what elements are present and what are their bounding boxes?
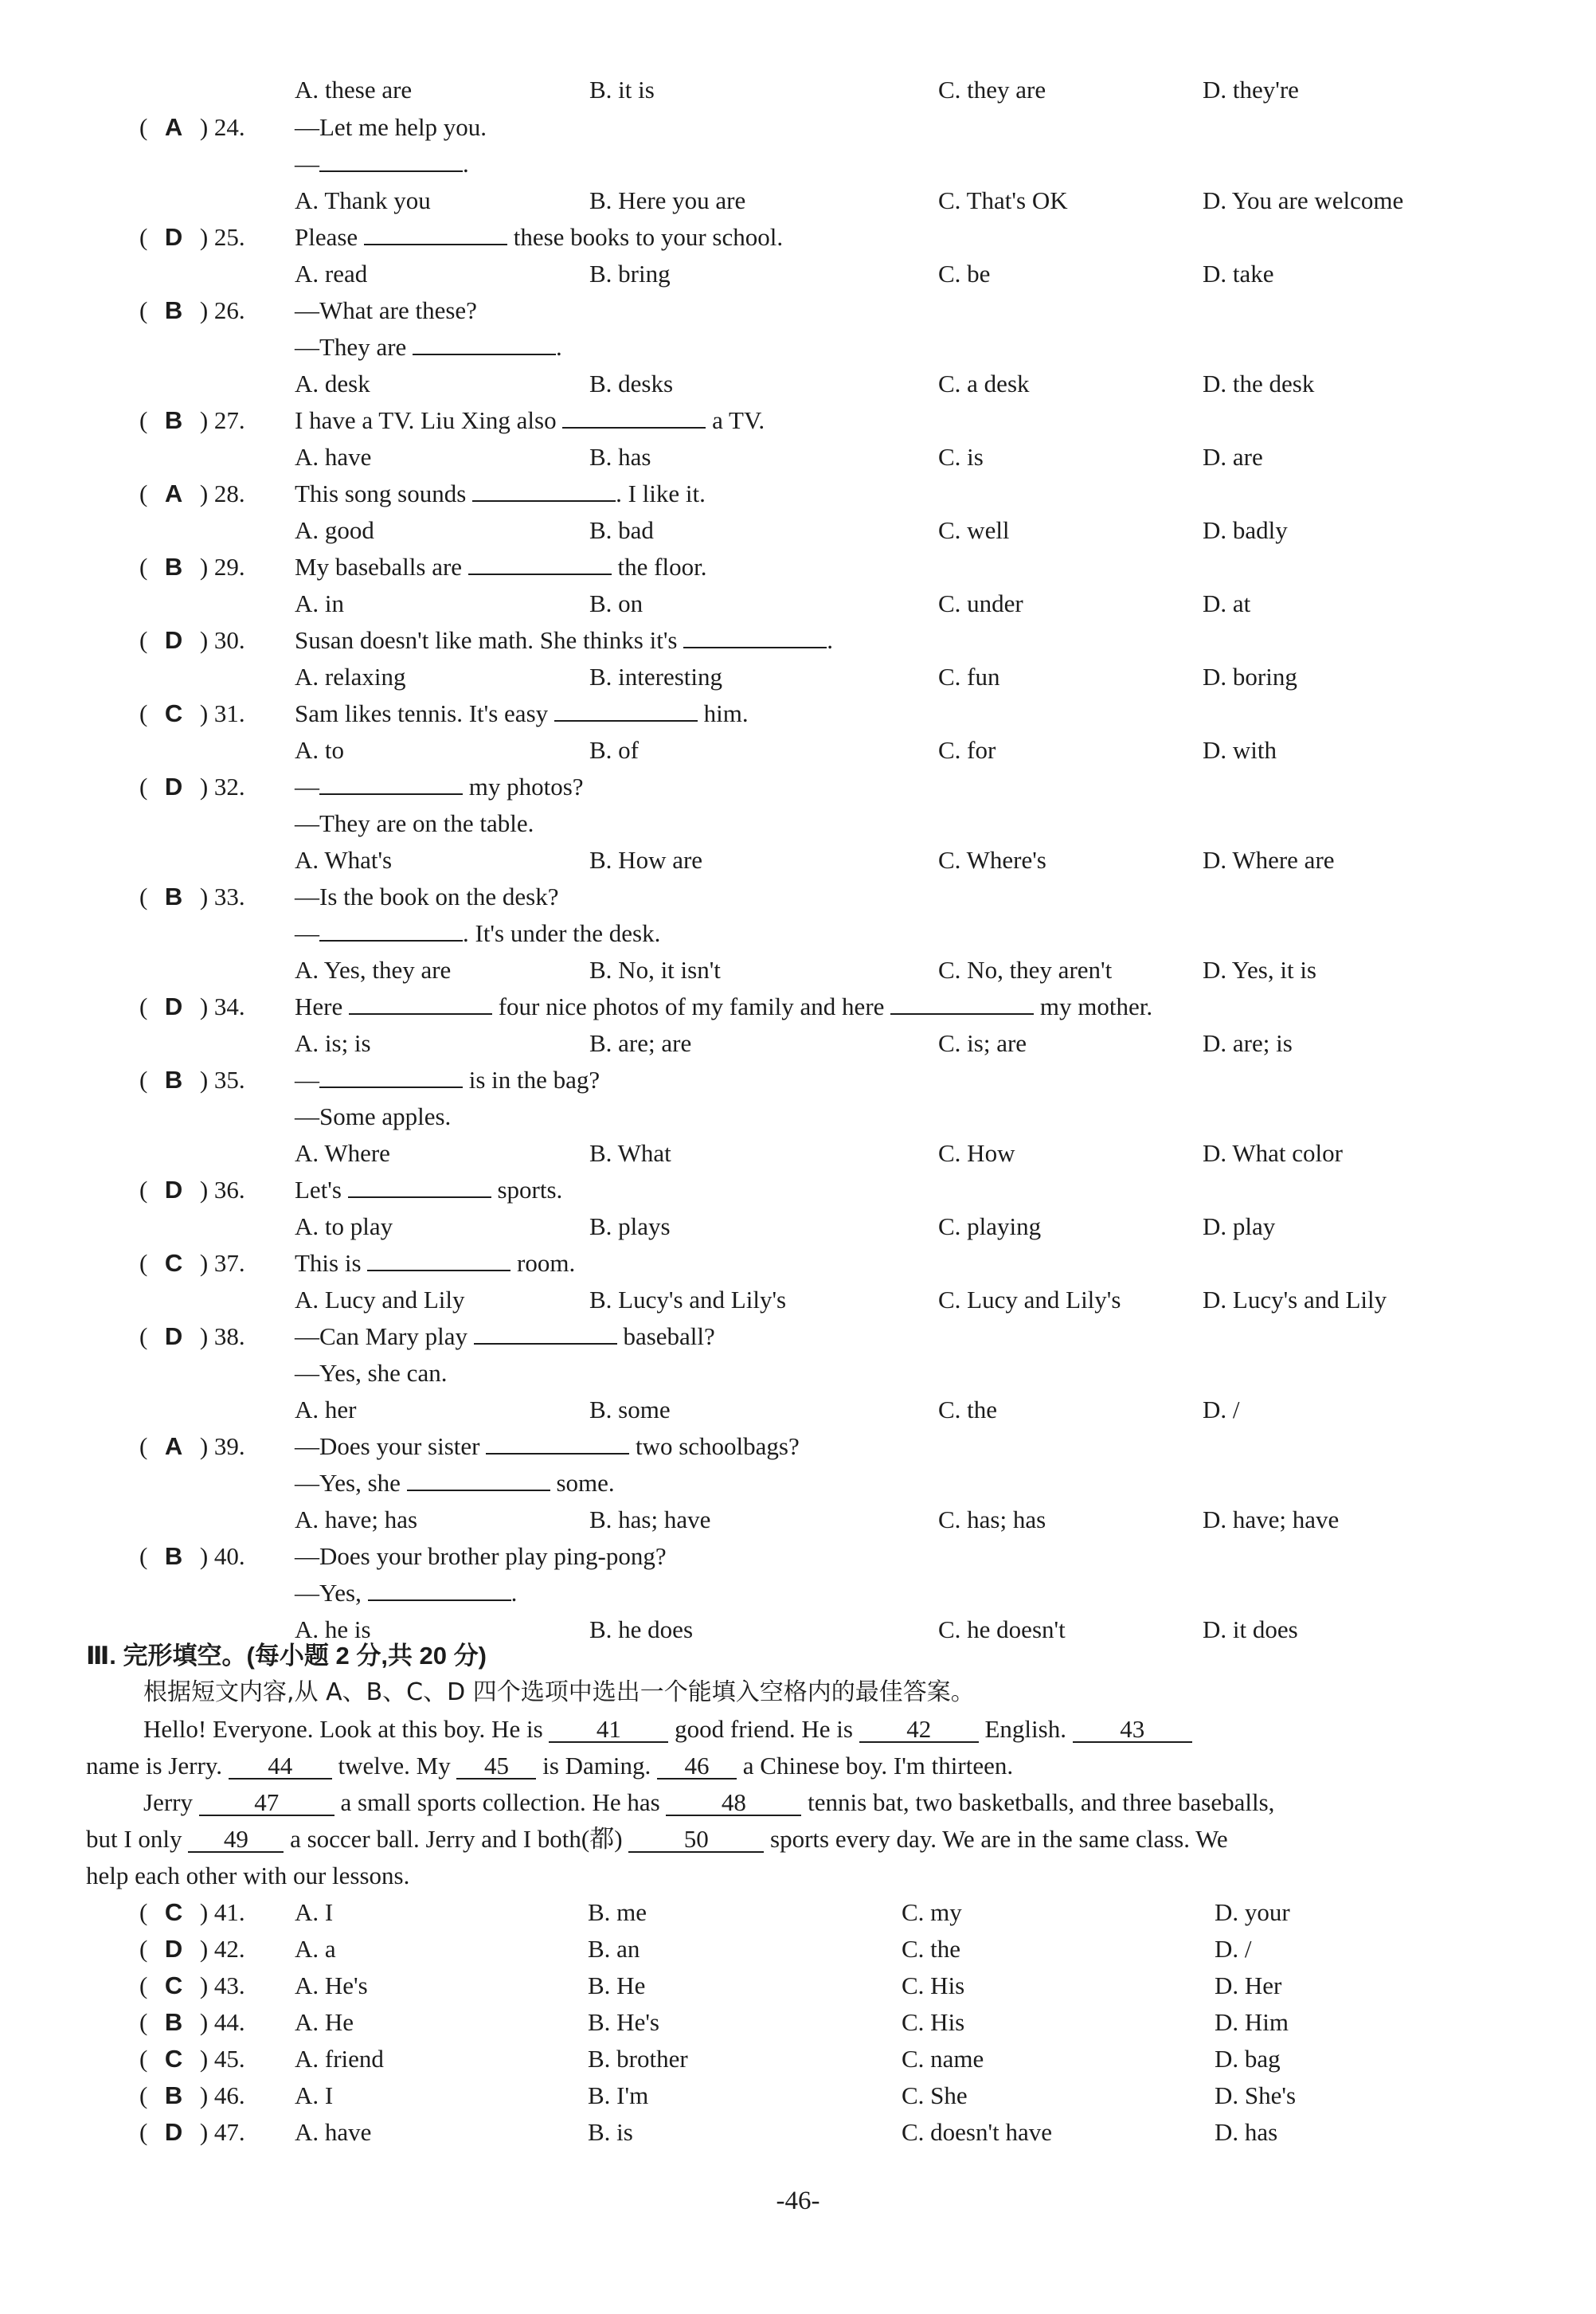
option-b[interactable]: B. are; are xyxy=(589,1029,692,1057)
option-b[interactable]: B. interesting xyxy=(589,663,723,691)
question-text: —Can Mary play baseball? xyxy=(295,1318,715,1355)
option-a[interactable]: A. relaxing xyxy=(295,663,406,691)
option-a[interactable]: A. read xyxy=(295,260,368,288)
option-d[interactable]: D. they're xyxy=(1203,76,1299,104)
question-text: — my photos? xyxy=(295,769,584,805)
dialogue-line: —They are on the table. xyxy=(295,809,534,837)
option-d[interactable]: D. badly xyxy=(1203,516,1288,544)
option-c[interactable]: C. the xyxy=(902,1935,961,1963)
question-number: ) 47. xyxy=(199,2118,245,2146)
option-d[interactable]: D. / xyxy=(1203,1396,1240,1423)
question-number: ) 33. xyxy=(199,883,245,910)
passage-line-3: Jerry 47 a small sports collection. He has 48 tennis bat, two basketballs, and three baseballs, xyxy=(143,1788,1275,1816)
option-a[interactable]: A. have xyxy=(295,443,372,471)
option-a[interactable]: A. in xyxy=(295,589,344,617)
option-a[interactable]: A. have; has xyxy=(295,1505,418,1533)
question-text: I have a TV. Liu Xing also a TV. xyxy=(295,402,765,439)
answer-letter: B xyxy=(164,553,183,581)
question-47: ( D ) 47. xyxy=(139,2114,299,2151)
dialogue-line: — . It's under the desk. xyxy=(295,915,660,952)
option-d[interactable]: D. You are welcome xyxy=(1203,186,1404,214)
option-a[interactable]: A. these are xyxy=(295,76,413,104)
option-d[interactable]: D. the desk xyxy=(1203,370,1315,397)
answer-blank[interactable] xyxy=(683,623,827,648)
option-d[interactable]: D. / xyxy=(1215,1935,1252,1963)
cloze-blank-42[interactable]: 42 xyxy=(859,1717,979,1743)
answer-blank[interactable] xyxy=(319,769,463,795)
option-a[interactable]: A. I xyxy=(295,1898,334,1926)
question-40: ( B ) 40. xyxy=(139,1538,299,1575)
option-a[interactable]: A. desk xyxy=(295,370,370,397)
answer-blank[interactable] xyxy=(562,403,706,429)
question-text: This is room. xyxy=(295,1245,575,1282)
page-number: -46- xyxy=(776,2187,820,2215)
option-d[interactable]: D. take xyxy=(1203,260,1274,288)
option-c[interactable]: C. doesn't have xyxy=(902,2118,1052,2146)
option-d[interactable]: D. are xyxy=(1203,443,1263,471)
option-a[interactable]: A. to play xyxy=(295,1212,393,1240)
answer-blank[interactable] xyxy=(319,1063,463,1088)
option-c[interactable]: C. His xyxy=(902,2008,965,2036)
option-d[interactable]: D. Lucy's and Lily xyxy=(1203,1286,1387,1314)
question-25: ( D ) 25. xyxy=(139,219,299,256)
question-number: ) 26. xyxy=(199,296,245,324)
option-d[interactable]: D. play xyxy=(1203,1212,1276,1240)
question-28: ( A ) 28. xyxy=(139,476,299,512)
option-a[interactable]: A. is; is xyxy=(295,1029,371,1057)
option-c[interactable]: C. name xyxy=(902,2045,984,2073)
option-a[interactable]: A. friend xyxy=(295,2045,384,2073)
option-c[interactable]: C. No, they aren't xyxy=(938,956,1113,984)
answer-letter: B xyxy=(164,1542,183,1570)
option-c[interactable]: C. under xyxy=(938,589,1023,617)
question-number: ) 46. xyxy=(199,2081,245,2109)
answer-letter: D xyxy=(164,773,183,801)
answer-blank[interactable] xyxy=(364,220,507,245)
option-b[interactable]: B. he does xyxy=(589,1615,694,1643)
option-d[interactable]: D. have; have xyxy=(1203,1505,1340,1533)
option-b[interactable]: B. plays xyxy=(589,1212,671,1240)
option-d[interactable]: D. Yes, it is xyxy=(1203,956,1316,984)
answer-letter: A xyxy=(164,480,183,507)
answer-blank[interactable] xyxy=(319,147,463,172)
option-b[interactable]: B. bring xyxy=(589,260,671,288)
option-b[interactable]: B. on xyxy=(589,589,643,617)
answer-letter: D xyxy=(164,626,183,654)
option-d[interactable]: D. What color xyxy=(1203,1139,1343,1167)
option-c[interactable]: C. Lucy and Lily's xyxy=(938,1286,1121,1314)
question-30: ( D ) 30. xyxy=(139,622,299,659)
option-b[interactable]: B. brother xyxy=(588,2045,688,2073)
option-b[interactable]: B. How are xyxy=(589,846,703,874)
answer-letter: D xyxy=(164,1322,183,1350)
question-36: ( D ) 36. xyxy=(139,1172,299,1208)
option-b[interactable]: B. bad xyxy=(589,516,654,544)
cloze-blank-44[interactable]: 44 xyxy=(229,1754,332,1780)
option-c[interactable]: C. a desk xyxy=(938,370,1030,397)
question-45: ( C ) 45. xyxy=(139,2041,299,2077)
option-c[interactable]: C. fun xyxy=(938,663,1000,691)
answer-blank[interactable] xyxy=(474,1319,617,1345)
option-a[interactable]: A. a xyxy=(295,1935,336,1963)
option-a[interactable]: A. He xyxy=(295,2008,354,2036)
option-b[interactable]: B. some xyxy=(589,1396,671,1423)
answer-letter: D xyxy=(164,993,183,1020)
dialogue-line: —Some apples. xyxy=(295,1102,452,1130)
question-number: ) 38. xyxy=(199,1322,245,1350)
question-number: ) 25. xyxy=(199,223,245,251)
option-c[interactable]: C. he doesn't xyxy=(938,1615,1066,1643)
option-b[interactable]: B. Lucy's and Lily's xyxy=(589,1286,787,1314)
option-c[interactable]: C. How xyxy=(938,1139,1015,1167)
cloze-blank-46[interactable]: 46 xyxy=(657,1754,737,1780)
passage-line-5: help each other with our lessons. xyxy=(86,1862,410,1889)
answer-letter: C xyxy=(164,1898,183,1926)
answer-blank[interactable] xyxy=(554,696,698,722)
question-number: ) 45. xyxy=(199,2045,245,2073)
question-number: ) 43. xyxy=(199,1971,245,1999)
answer-letter: D xyxy=(164,1176,183,1204)
option-d[interactable]: D. are; is xyxy=(1203,1029,1293,1057)
option-b[interactable]: B. No, it isn't xyxy=(589,956,721,984)
answer-letter: D xyxy=(164,2118,183,2146)
option-b[interactable]: B. of xyxy=(589,736,639,764)
answer-letter: A xyxy=(164,113,183,141)
question-43: ( C ) 43. xyxy=(139,1967,299,2004)
option-d[interactable]: D. has xyxy=(1215,2118,1278,2146)
option-b[interactable]: B. has; have xyxy=(589,1505,711,1533)
answer-letter: B xyxy=(164,2081,183,2109)
question-number: ) 35. xyxy=(199,1066,245,1094)
cloze-blank-50[interactable]: 50 xyxy=(628,1827,764,1853)
question-44: ( B ) 44. xyxy=(139,2004,299,2041)
question-text: —Does your brother play ping-pong? xyxy=(295,1542,667,1570)
option-c[interactable]: C. my xyxy=(902,1898,962,1926)
option-a[interactable]: A. What's xyxy=(295,846,393,874)
option-a[interactable]: A. Yes, they are xyxy=(295,956,452,984)
question-27: ( B ) 27. xyxy=(139,402,299,439)
question-text: Susan doesn't like math. She thinks it's . xyxy=(295,622,833,659)
question-text: —Let me help you. xyxy=(295,113,487,141)
question-text: Please these books to your school. xyxy=(295,219,783,256)
section-title: Ⅲ. 完形填空。(每小题 2 分,共 20 分) xyxy=(86,1642,487,1670)
answer-letter: C xyxy=(164,2045,183,2073)
option-b[interactable]: B. Here you are xyxy=(589,186,746,214)
answer-blank[interactable] xyxy=(407,1466,550,1491)
option-b[interactable]: B. He xyxy=(588,1971,646,1999)
question-46: ( B ) 46. xyxy=(139,2077,299,2114)
option-c[interactable]: C. Where's xyxy=(938,846,1046,874)
dialogue-line: —Yes, she some. xyxy=(295,1465,615,1502)
option-c[interactable]: C. for xyxy=(938,736,996,764)
answer-letter: D xyxy=(164,223,183,251)
answer-letter: A xyxy=(164,1432,183,1460)
option-b[interactable]: B. it is xyxy=(589,76,655,104)
question-number: ) 32. xyxy=(199,773,245,801)
answer-letter: B xyxy=(164,883,183,910)
answer-letter: B xyxy=(164,406,183,434)
answer-letter: D xyxy=(164,1935,183,1963)
dialogue-line: —Yes, . xyxy=(295,1575,517,1611)
answer-blank[interactable] xyxy=(472,476,616,502)
question-38: ( D ) 38. xyxy=(139,1318,299,1355)
option-b[interactable]: B. desks xyxy=(589,370,674,397)
option-b[interactable]: B. has xyxy=(589,443,651,471)
option-d[interactable]: D. Where are xyxy=(1203,846,1335,874)
option-d[interactable]: D. at xyxy=(1203,589,1251,617)
option-b[interactable]: B. He's xyxy=(588,2008,659,2036)
option-d[interactable]: D. She's xyxy=(1215,2081,1297,2109)
answer-blank[interactable] xyxy=(468,550,612,575)
question-number: ) 44. xyxy=(199,2008,245,2036)
option-a[interactable]: A. good xyxy=(295,516,374,544)
answer-letter: C xyxy=(164,1249,183,1277)
option-a[interactable]: A. have xyxy=(295,2118,372,2146)
option-d[interactable]: D. with xyxy=(1203,736,1277,764)
passage-line-2: name is Jerry. 44 twelve. My 45 is Daming. 46 a Chinese boy. I'm thirteen. xyxy=(86,1752,1014,1780)
option-b[interactable]: B. I'm xyxy=(588,2081,649,2109)
question-text: Let's sports. xyxy=(295,1172,562,1208)
question-42: ( D ) 42. xyxy=(139,1931,299,1967)
question-text: —What are these? xyxy=(295,296,477,324)
question-text: — is in the bag? xyxy=(295,1062,600,1098)
answer-blank[interactable] xyxy=(890,989,1034,1015)
option-c[interactable]: C. well xyxy=(938,516,1010,544)
option-d[interactable]: D. Her xyxy=(1215,1971,1282,1999)
option-a[interactable]: A. Thank you xyxy=(295,186,431,214)
question-number: ) 37. xyxy=(199,1249,245,1277)
dialogue-line: —They are . xyxy=(295,329,562,366)
question-text: Sam likes tennis. It's easy him. xyxy=(295,695,749,732)
answer-blank[interactable] xyxy=(349,989,492,1015)
option-d[interactable]: D. it does xyxy=(1203,1615,1298,1643)
question-35: ( B ) 35. xyxy=(139,1062,299,1098)
question-number: ) 24. xyxy=(199,113,245,141)
cloze-blank-43[interactable]: 43 xyxy=(1073,1717,1192,1743)
answer-blank[interactable] xyxy=(348,1173,491,1198)
answer-letter: B xyxy=(164,296,183,324)
option-c[interactable]: C. they are xyxy=(938,76,1046,104)
dialogue-line: —Yes, she can. xyxy=(295,1359,448,1387)
question-number: ) 30. xyxy=(199,626,245,654)
cloze-blank-49[interactable]: 49 xyxy=(188,1827,284,1853)
question-39: ( A ) 39. xyxy=(139,1428,299,1465)
answer-blank[interactable] xyxy=(368,1576,511,1601)
option-a[interactable]: A. I xyxy=(295,2081,334,2109)
question-number: ) 29. xyxy=(199,553,245,581)
option-a[interactable]: A. Lucy and Lily xyxy=(295,1286,465,1314)
option-b[interactable]: B. an xyxy=(588,1935,640,1963)
question-number: ) 40. xyxy=(199,1542,245,1570)
question-number: ) 31. xyxy=(199,699,245,727)
option-c[interactable]: C. the xyxy=(938,1396,998,1423)
question-41: ( C ) 41. xyxy=(139,1894,299,1931)
option-d[interactable]: D. boring xyxy=(1203,663,1297,691)
passage-line-1: Hello! Everyone. Look at this boy. He is 41 good friend. He is 42 English. 43 xyxy=(143,1711,1192,1748)
question-37: ( C ) 37. xyxy=(139,1245,299,1282)
option-d[interactable]: D. bag xyxy=(1215,2045,1281,2073)
option-d[interactable]: D. your xyxy=(1215,1898,1290,1926)
question-number: ) 36. xyxy=(199,1176,245,1204)
question-number: ) 27. xyxy=(199,406,245,434)
question-29: ( B ) 29. xyxy=(139,549,299,585)
question-text: Here four nice photos of my family and here my mother. xyxy=(295,989,1152,1025)
option-a[interactable]: A. to xyxy=(295,736,344,764)
option-a[interactable]: A. Where xyxy=(295,1139,390,1167)
question-26: ( B ) 26. xyxy=(139,292,299,329)
option-c[interactable]: C. is; are xyxy=(938,1029,1027,1057)
option-b[interactable]: B. is xyxy=(588,2118,633,2146)
option-b[interactable]: B. What xyxy=(589,1139,671,1167)
question-number: ) 41. xyxy=(199,1898,245,1926)
answer-letter: B xyxy=(164,1066,183,1094)
question-text: My baseballs are the floor. xyxy=(295,549,706,585)
answer-letter: C xyxy=(164,1971,183,1999)
question-31: ( C ) 31. xyxy=(139,695,299,732)
answer-blank[interactable] xyxy=(486,1429,629,1455)
option-c[interactable]: C. has; has xyxy=(938,1505,1046,1533)
option-c[interactable]: C. She xyxy=(902,2081,968,2109)
section-instruction: 根据短文内容,从 A、B、C、D 四个选项中选出一个能填入空格内的最佳答案。 xyxy=(143,1678,975,1706)
option-d[interactable]: D. Him xyxy=(1215,2008,1289,2036)
question-text: —Is the book on the desk? xyxy=(295,883,559,910)
question-33: ( B ) 33. xyxy=(139,879,299,915)
question-24: ( A ) 24. xyxy=(139,109,299,146)
answer-blank[interactable] xyxy=(367,1246,510,1271)
question-number: ) 42. xyxy=(199,1935,245,1963)
cloze-blank-41[interactable]: 41 xyxy=(549,1717,668,1743)
question-number: ) 39. xyxy=(199,1432,245,1460)
question-32: ( D ) 32. xyxy=(139,769,299,805)
dialogue-line: — . xyxy=(295,146,469,182)
answer-blank[interactable] xyxy=(319,916,463,942)
option-b[interactable]: B. me xyxy=(588,1898,647,1926)
option-c[interactable]: C. be xyxy=(938,260,991,288)
option-a[interactable]: A. he is xyxy=(295,1615,371,1643)
option-c[interactable]: C. That's OK xyxy=(938,186,1068,214)
option-c[interactable]: C. is xyxy=(938,443,984,471)
cloze-blank-48[interactable]: 48 xyxy=(666,1791,801,1816)
question-34: ( D ) 34. xyxy=(139,989,299,1025)
option-c[interactable]: C. His xyxy=(902,1971,965,1999)
cloze-blank-45[interactable]: 45 xyxy=(456,1754,536,1780)
answer-blank[interactable] xyxy=(413,330,556,355)
question-text: —Does your sister two schoolbags? xyxy=(295,1428,800,1465)
option-a[interactable]: A. He's xyxy=(295,1971,368,1999)
answer-letter: B xyxy=(164,2008,183,2036)
option-a[interactable]: A. her xyxy=(295,1396,357,1423)
cloze-blank-47[interactable]: 47 xyxy=(199,1791,334,1816)
question-number: ) 28. xyxy=(199,480,245,507)
question-number: ) 34. xyxy=(199,993,245,1020)
option-c[interactable]: C. playing xyxy=(938,1212,1042,1240)
question-text: This song sounds . I like it. xyxy=(295,476,706,512)
passage-line-4: but I only 49 a soccer ball. Jerry and I both(都) 50 sports every day. We are in the same class. We xyxy=(86,1825,1228,1853)
answer-letter: C xyxy=(164,699,183,727)
